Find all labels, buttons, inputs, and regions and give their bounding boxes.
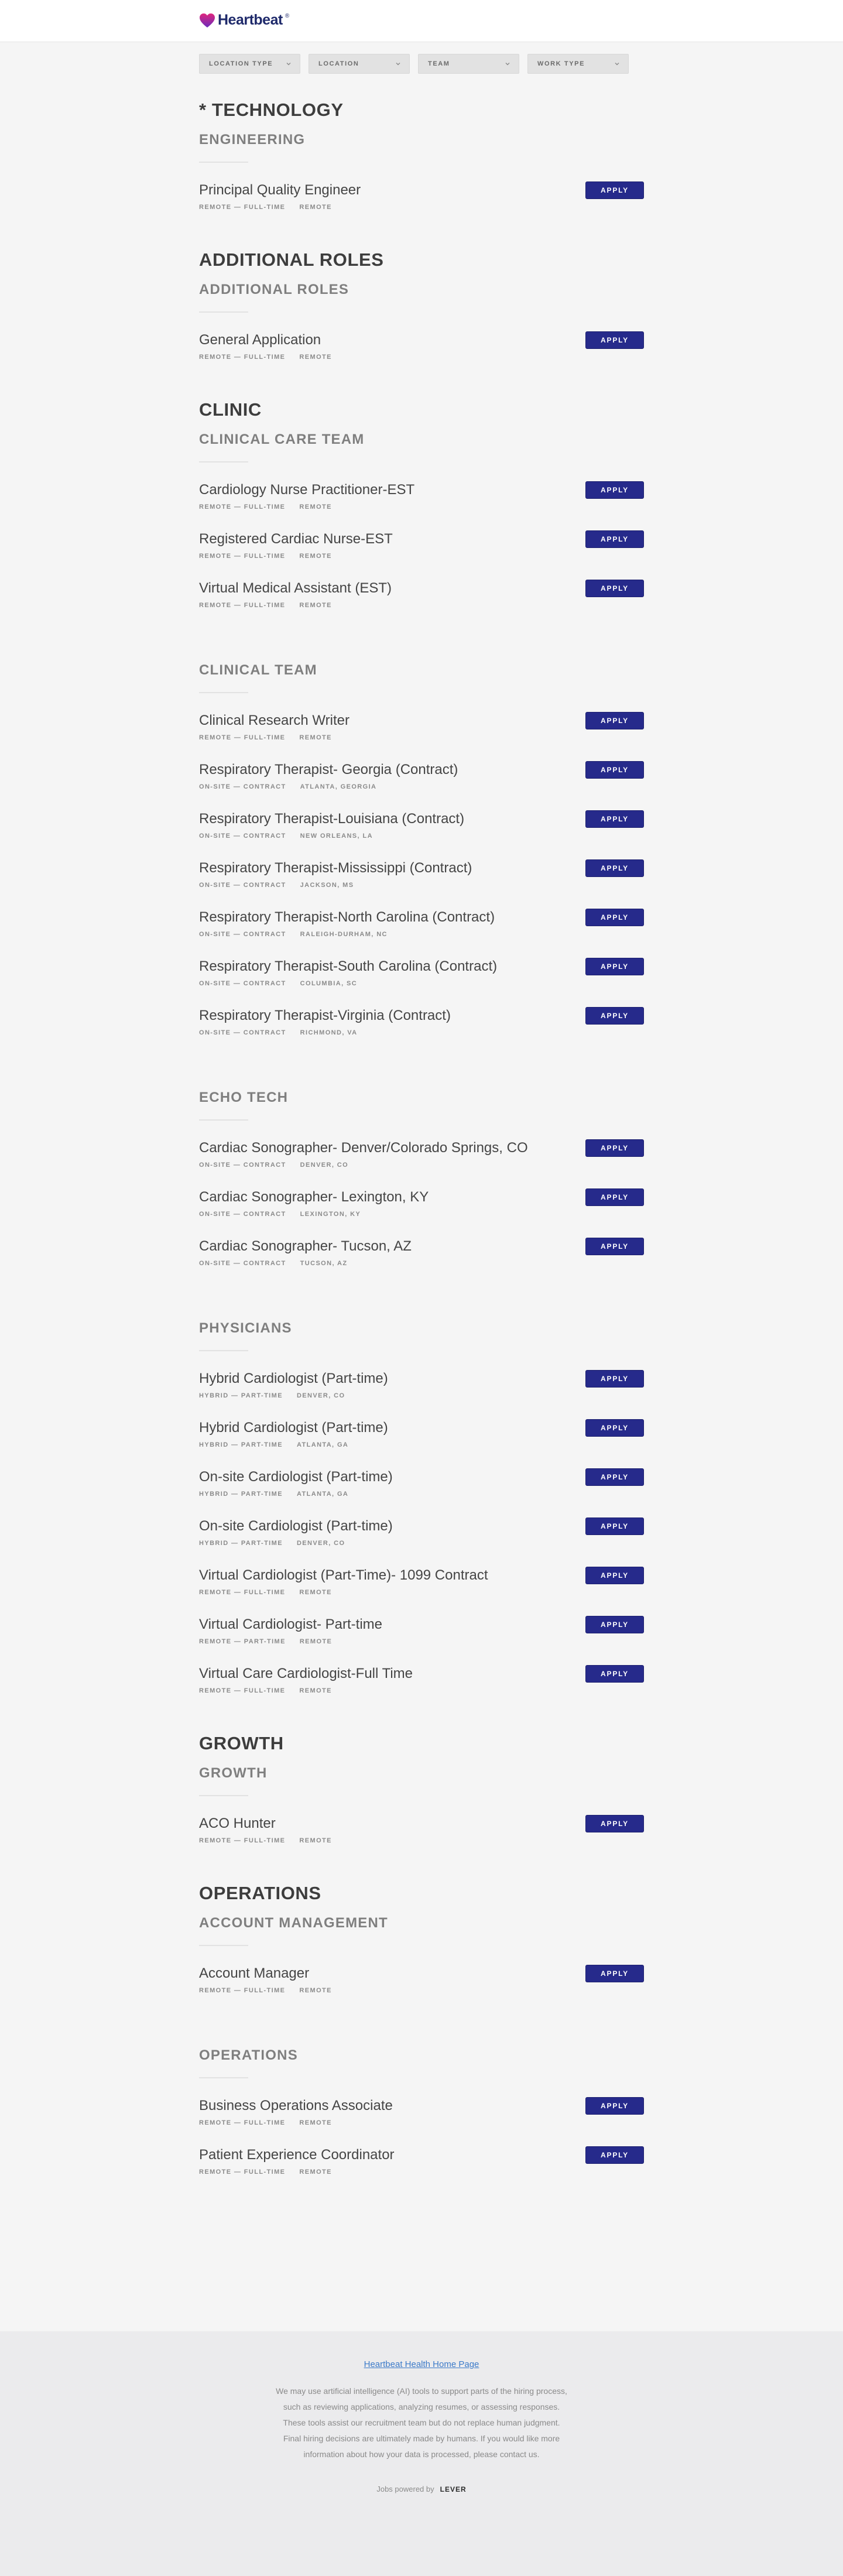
heart-logo-icon <box>199 13 215 28</box>
home-page-link[interactable]: Heartbeat Health Home Page <box>364 2359 479 2369</box>
job-posting <box>199 2144 644 2193</box>
job-commitment: REMOTE — FULL-TIME <box>199 1837 286 1844</box>
filter-location-dropdown[interactable] <box>309 54 410 74</box>
filter-label: LOCATION <box>318 60 359 67</box>
site-header <box>0 0 843 42</box>
team-title: ACCOUNT MANAGEMENT <box>199 1915 388 1931</box>
job-posting <box>199 1417 644 1466</box>
job-location: REMOTE <box>299 734 332 741</box>
team-section <box>199 1320 644 1712</box>
job-meta <box>199 1441 644 1448</box>
team-divider <box>199 2077 248 2078</box>
team-title: ENGINEERING <box>199 132 306 148</box>
team-title: ECHO TECH <box>199 1090 289 1105</box>
job-location: REMOTE <box>299 2169 332 2176</box>
apply-button[interactable]: APPLY <box>585 1370 644 1388</box>
job-location: ATLANTA, GA <box>296 1491 349 1498</box>
chevron-down-icon <box>395 61 401 67</box>
job-posting <box>199 1186 644 1235</box>
job-posting <box>199 1962 644 2012</box>
team-title: CLINICAL TEAM <box>199 662 317 678</box>
job-meta <box>199 1260 644 1267</box>
job-commitment: HYBRID — PART-TIME <box>199 1392 283 1399</box>
job-commitment: REMOTE — FULL-TIME <box>199 602 286 609</box>
posting-group <box>199 249 644 378</box>
filter-label: TEAM <box>428 60 450 67</box>
job-title-link[interactable]: Virtual Cardiologist (Part-Time)- 1099 Contract <box>199 1567 488 1583</box>
job-posting <box>199 1466 644 1515</box>
job-posting <box>199 329 644 378</box>
job-title-link[interactable]: Respiratory Therapist-Virginia (Contract) <box>199 1008 451 1023</box>
team-divider <box>199 1945 248 1946</box>
apply-button[interactable]: APPLY <box>585 481 644 499</box>
apply-button[interactable]: APPLY <box>585 1419 644 1437</box>
filter-bar <box>199 54 644 75</box>
team-divider <box>199 1795 248 1796</box>
logo-trademark: ® <box>285 13 290 19</box>
job-meta <box>199 1687 644 1694</box>
team-section <box>199 1914 644 2012</box>
job-commitment: ON-SITE — CONTRACT <box>199 1029 286 1036</box>
job-location: REMOTE <box>299 354 332 361</box>
apply-button[interactable]: APPLY <box>585 1139 644 1157</box>
job-location: REMOTE <box>299 1687 332 1694</box>
job-location: REMOTE <box>299 1837 332 1844</box>
job-location: RALEIGH-DURHAM, NC <box>300 931 388 938</box>
job-location: ATLANTA, GA <box>296 1441 349 1448</box>
team-title: ADDITIONAL ROLES <box>199 282 349 297</box>
job-title-link[interactable]: Principal Quality Engineer <box>199 182 361 198</box>
job-location: COLUMBIA, SC <box>300 980 358 987</box>
job-location: RICHMOND, VA <box>300 1029 358 1036</box>
job-title-link[interactable]: Cardiac Sonographer- Lexington, KY <box>199 1189 429 1205</box>
powered-by <box>0 2485 843 2493</box>
job-location: TUCSON, AZ <box>300 1260 348 1267</box>
job-meta <box>199 1540 644 1547</box>
job-posting <box>199 759 644 808</box>
job-title-link[interactable]: Account Manager <box>199 1965 310 1981</box>
job-meta <box>199 1029 644 1036</box>
job-meta <box>199 980 644 987</box>
postings-list <box>199 100 644 2193</box>
job-title-link[interactable]: Hybrid Cardiologist (Part-time) <box>199 1420 388 1436</box>
job-meta <box>199 1987 644 1994</box>
chevron-down-icon <box>614 61 620 67</box>
job-posting <box>199 179 644 228</box>
job-posting <box>199 1614 644 1663</box>
group-title: GROWTH <box>199 1733 284 1753</box>
filter-label: WORK TYPE <box>537 60 585 67</box>
job-title-link[interactable]: Respiratory Therapist- Georgia (Contract) <box>199 762 458 777</box>
job-posting <box>199 1235 644 1284</box>
site-footer <box>0 2331 843 2576</box>
posting-group <box>199 399 644 1712</box>
job-meta <box>199 931 644 938</box>
job-posting <box>199 577 644 626</box>
job-meta <box>199 783 644 790</box>
job-location: REMOTE <box>299 204 332 211</box>
job-meta <box>199 2119 644 2126</box>
team-divider <box>199 692 248 693</box>
team-section <box>199 2047 644 2193</box>
job-posting <box>199 1663 644 1712</box>
team-section <box>199 281 644 378</box>
apply-button[interactable]: APPLY <box>585 530 644 548</box>
job-title-link[interactable]: Virtual Medical Assistant (EST) <box>199 580 392 596</box>
job-posting <box>199 955 644 1005</box>
job-location: DENVER, CO <box>296 1540 345 1547</box>
job-meta <box>199 1589 644 1596</box>
team-divider <box>199 1350 248 1351</box>
job-posting <box>199 1005 644 1054</box>
job-title-link[interactable]: Hybrid Cardiologist (Part-time) <box>199 1371 388 1386</box>
job-posting <box>199 1368 644 1417</box>
filter-team-dropdown[interactable] <box>418 54 519 74</box>
team-section <box>199 431 644 626</box>
job-location: LEXINGTON, KY <box>300 1211 361 1218</box>
apply-button[interactable]: APPLY <box>585 1188 644 1206</box>
apply-button[interactable]: APPLY <box>585 1468 644 1486</box>
powered-by-label: Jobs powered by <box>376 2485 434 2493</box>
apply-button[interactable]: APPLY <box>585 181 644 199</box>
apply-button[interactable]: APPLY <box>585 2146 644 2164</box>
job-posting <box>199 857 644 906</box>
apply-button[interactable]: APPLY <box>585 958 644 975</box>
job-meta <box>199 204 644 211</box>
posting-group <box>199 100 644 228</box>
job-commitment: ON-SITE — CONTRACT <box>199 783 286 790</box>
job-commitment: REMOTE — FULL-TIME <box>199 734 286 741</box>
job-commitment: ON-SITE — CONTRACT <box>199 1260 286 1267</box>
apply-button[interactable]: APPLY <box>585 1665 644 1683</box>
job-commitment: HYBRID — PART-TIME <box>199 1540 283 1547</box>
apply-button[interactable]: APPLY <box>585 1238 644 1255</box>
posting-group <box>199 1883 644 2193</box>
job-commitment: HYBRID — PART-TIME <box>199 1491 283 1498</box>
chevron-down-icon <box>286 61 292 67</box>
job-commitment: REMOTE — PART-TIME <box>199 1638 286 1645</box>
job-location: ATLANTA, GEORGIA <box>300 783 377 790</box>
heartbeat-logo[interactable] <box>199 12 289 29</box>
logo-text: Heartbeat <box>218 12 283 28</box>
job-commitment: REMOTE — FULL-TIME <box>199 2169 286 2176</box>
job-location: DENVER, CO <box>296 1392 345 1399</box>
job-location: REMOTE <box>299 1638 333 1645</box>
group-title: ADDITIONAL ROLES <box>199 249 384 270</box>
job-location: REMOTE <box>299 602 332 609</box>
job-meta <box>199 734 644 741</box>
job-commitment: REMOTE — FULL-TIME <box>199 503 286 511</box>
job-meta <box>199 1491 644 1498</box>
job-commitment: ON-SITE — CONTRACT <box>199 1162 286 1169</box>
job-commitment: HYBRID — PART-TIME <box>199 1441 283 1448</box>
job-title-link[interactable]: Clinical Research Writer <box>199 712 349 728</box>
job-commitment: ON-SITE — CONTRACT <box>199 980 286 987</box>
job-commitment: REMOTE — FULL-TIME <box>199 2119 286 2126</box>
apply-button[interactable]: APPLY <box>585 1616 644 1633</box>
ai-disclosure-text: We may use artificial intelligence (AI) tools to support parts of the hiring process, such as reviewing applications, analyzing resumes, or assessing responses. These tools assist our recruitment team but do not replace human judgment. Final hiring decisions are ultimately made by humans. If you would like more information about how your data is processed, please contact us. <box>276 2386 567 2459</box>
apply-button[interactable]: APPLY <box>585 859 644 877</box>
job-title-link[interactable]: Virtual Care Cardiologist-Full Time <box>199 1666 413 1681</box>
job-meta <box>199 602 644 609</box>
apply-button[interactable]: APPLY <box>585 761 644 779</box>
apply-button[interactable]: APPLY <box>585 1517 644 1535</box>
job-meta <box>199 553 644 560</box>
job-location: REMOTE <box>299 2119 332 2126</box>
job-posting <box>199 710 644 759</box>
job-posting <box>199 2095 644 2144</box>
job-commitment: ON-SITE — CONTRACT <box>199 833 286 840</box>
job-commitment: ON-SITE — CONTRACT <box>199 1211 286 1218</box>
group-title: CLINIC <box>199 399 262 420</box>
job-title-link[interactable]: Virtual Cardiologist- Part-time <box>199 1616 382 1632</box>
job-title-link[interactable]: Respiratory Therapist-South Carolina (Contract) <box>199 958 498 974</box>
job-location: REMOTE <box>299 1589 332 1596</box>
team-title: GROWTH <box>199 1765 268 1781</box>
job-title-link[interactable]: On-site Cardiologist (Part-time) <box>199 1518 393 1534</box>
team-divider <box>199 311 248 313</box>
job-commitment: REMOTE — FULL-TIME <box>199 204 286 211</box>
job-title-link[interactable]: Cardiology Nurse Practitioner-EST <box>199 482 415 498</box>
job-meta <box>199 503 644 511</box>
group-title: * TECHNOLOGY <box>199 100 344 120</box>
lever-logo-link[interactable]: LEVER <box>440 2485 467 2493</box>
job-commitment: ON-SITE — CONTRACT <box>199 931 286 938</box>
team-divider <box>199 461 248 463</box>
job-location: REMOTE <box>299 503 332 511</box>
job-meta <box>199 1638 644 1645</box>
job-commitment: REMOTE — FULL-TIME <box>199 354 286 361</box>
job-title-link[interactable]: Respiratory Therapist-North Carolina (Contract) <box>199 909 495 925</box>
apply-button[interactable]: APPLY <box>585 909 644 926</box>
team-section <box>199 131 644 228</box>
job-title-link[interactable]: General Application <box>199 332 321 348</box>
team-section <box>199 1089 644 1284</box>
job-location: DENVER, CO <box>300 1162 349 1169</box>
job-posting <box>199 479 644 528</box>
job-posting <box>199 808 644 857</box>
job-commitment: REMOTE — FULL-TIME <box>199 1589 286 1596</box>
apply-button[interactable]: APPLY <box>585 1007 644 1025</box>
job-location: JACKSON, MS <box>300 882 354 889</box>
job-title-link[interactable]: On-site Cardiologist (Part-time) <box>199 1469 393 1485</box>
apply-button[interactable]: APPLY <box>585 331 644 349</box>
job-posting <box>199 1137 644 1186</box>
team-divider <box>199 1119 248 1121</box>
apply-button[interactable]: APPLY <box>585 810 644 828</box>
group-title: OPERATIONS <box>199 1883 321 1903</box>
job-posting <box>199 1515 644 1564</box>
job-meta <box>199 833 644 840</box>
job-title-link[interactable]: Cardiac Sonographer- Denver/Colorado Springs, CO <box>199 1140 528 1156</box>
apply-button[interactable]: APPLY <box>585 1965 644 1982</box>
job-title-link[interactable]: Registered Cardiac Nurse-EST <box>199 531 393 547</box>
job-meta <box>199 1162 644 1169</box>
job-meta <box>199 354 644 361</box>
job-title-link[interactable]: Cardiac Sonographer- Tucson, AZ <box>199 1238 412 1254</box>
job-location: NEW ORLEANS, LA <box>300 833 373 840</box>
filter-location-type-dropdown[interactable] <box>199 54 300 74</box>
apply-button[interactable]: APPLY <box>585 712 644 729</box>
job-meta <box>199 882 644 889</box>
filter-work-type-dropdown[interactable] <box>527 54 629 74</box>
job-commitment: REMOTE — FULL-TIME <box>199 1687 286 1694</box>
apply-button[interactable]: APPLY <box>585 1815 644 1832</box>
team-divider <box>199 162 248 163</box>
job-title-link[interactable]: Respiratory Therapist-Mississippi (Contract) <box>199 860 472 876</box>
job-title-link[interactable]: ACO Hunter <box>199 1815 276 1831</box>
team-section <box>199 662 644 1054</box>
chevron-down-icon <box>505 61 510 67</box>
job-meta <box>199 1211 644 1218</box>
team-title: CLINICAL CARE TEAM <box>199 431 365 447</box>
job-commitment: REMOTE — FULL-TIME <box>199 553 286 560</box>
job-posting <box>199 1813 644 1862</box>
job-posting <box>199 528 644 577</box>
team-section <box>199 1765 644 1862</box>
job-title-link[interactable]: Patient Experience Coordinator <box>199 2147 395 2163</box>
main-content <box>199 42 644 2331</box>
job-posting <box>199 1564 644 1614</box>
job-commitment: REMOTE — FULL-TIME <box>199 1987 286 1994</box>
job-location: REMOTE <box>299 553 332 560</box>
apply-button[interactable]: APPLY <box>585 1567 644 1584</box>
filter-label: LOCATION TYPE <box>209 60 273 67</box>
team-title: OPERATIONS <box>199 2047 298 2063</box>
job-commitment: ON-SITE — CONTRACT <box>199 882 286 889</box>
apply-button[interactable]: APPLY <box>585 580 644 597</box>
job-posting <box>199 906 644 955</box>
apply-button[interactable]: APPLY <box>585 2097 644 2115</box>
job-title-link[interactable]: Respiratory Therapist-Louisiana (Contract) <box>199 811 465 827</box>
job-title-link[interactable]: Business Operations Associate <box>199 2098 393 2113</box>
job-meta <box>199 2169 644 2176</box>
job-meta <box>199 1837 644 1844</box>
job-location: REMOTE <box>299 1987 332 1994</box>
posting-group <box>199 1733 644 1862</box>
team-title: PHYSICIANS <box>199 1320 292 1336</box>
job-meta <box>199 1392 644 1399</box>
